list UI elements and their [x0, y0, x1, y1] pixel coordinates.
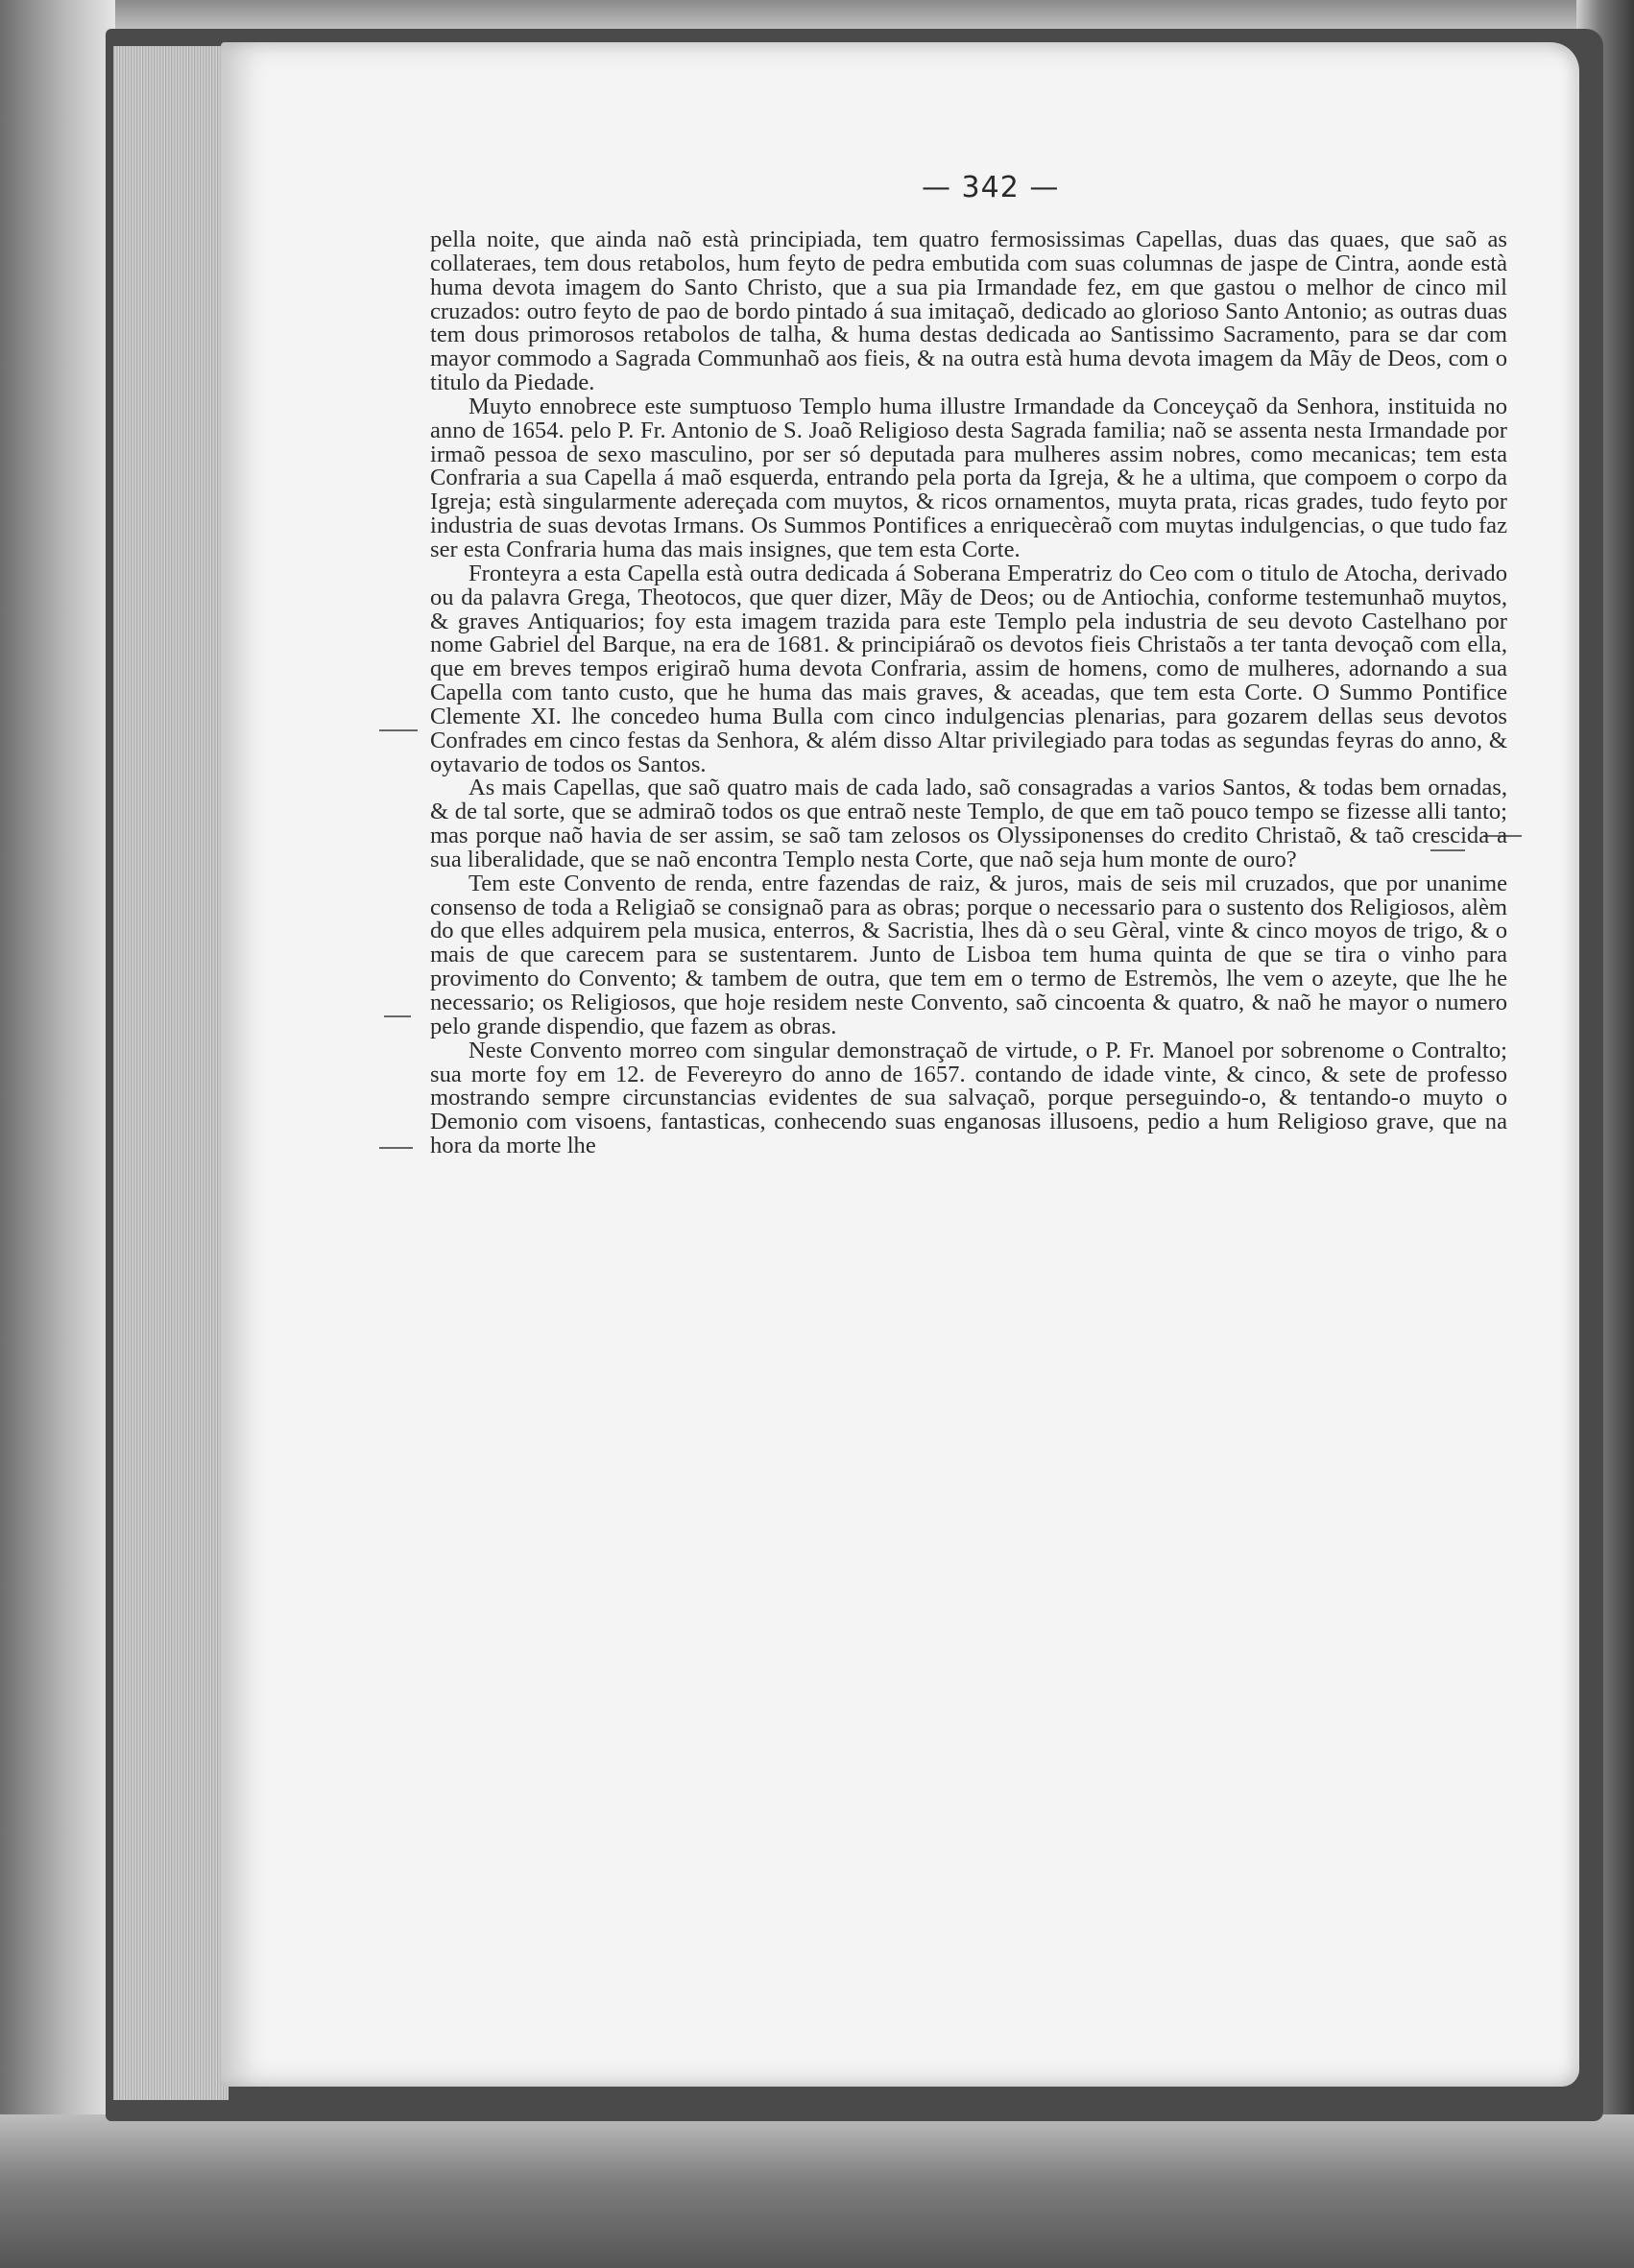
paragraph: Tem este Convento de renda, entre fazendas de raiz, & juros, mais de seis mil cruzados, que por unanime consenso de toda a Religiaõ se consignaõ para as obras; porque o necessario para o sustento dos Religiosos, alèm do que elles adquirem pela musica, enterros, & Sacristia, lhes dà o seu Gèral, vinte & cinco moyos de trigo, & o mais de que carecem para se sustentarem. Junto de Lisboa tem huma quinta de que se tira o vinho para provimento do Convento; & tambem de outra, que tem em o termo de Estremòs, lhe vem o azeyte, que lhe he necessario; os Religiosos, que hoje residem neste Convento, saõ cincoenta & quatro, & naõ he mayor o numero pelo grande dispendio, que fazem as obras.	[430, 870, 1507, 1039]
margin-mark	[379, 729, 418, 731]
paragraph: Fronteyra a esta Capella està outra dedicada á Soberana Emperatriz do Ceo com o titulo de Atocha, derivado ou da palavra Grega, Theotocos, que quer dizer, Mãy de Deos; ou de Antiochia, conforme testemunhaõ muytos, & graves Antiquarios; foy esta imagem trazida para este Templo pela industria de seu devoto Castelhano por nome Gabriel del Barque, na era de 1681. & principiáraõ os devotos fieis Christaõs a ter tanta devoçaõ com ella, que em breves tempos erigiraõ huma devota Confraria, assim de homens, como de mulheres, adornando a sua Capella com tanto custo, que he huma das mais graves, & aceadas, que tem esta Corte. O Summo Pontifice Clemente XI. lhe concedeo huma Bulla com cinco indulgencias plenarias, para gozarem dellas seus devotos Confrades em cinco festas da Senhora, & além disso Altar privilegiado para todas as segundas feyras do anno, & oytavario de todos os Santos.	[430, 560, 1507, 777]
paragraph: As mais Capellas, que saõ quatro mais de cada lado, saõ consagradas a varios Santos, & todas bem ornadas, & de tal sorte, que se admiraõ todos os que entraõ neste Templo, de que em taõ pouco tempo se fizesse alli tanto; mas porque naõ havia de ser assim, se saõ tam zelosos os Olyssiponenses do credito Christaõ, & taõ crescida a sua liberalidade, que se naõ encontra Templo nesta Corte, que naõ seja hum monte de ouro?	[430, 775, 1507, 872]
paragraph: Muyto ennobrece este sumptuoso Templo huma illustre Irmandade da Conceyçaõ da Senhora, instituida no anno de 1654. pelo P. Fr. Antonio de S. Joaõ Religioso desta Sagrada familia; naõ se assenta nesta Irmandade por irmaõ pessoa de sexo masculino, por ser só deputada para mulheres assim nobres, como mecanicas; tem esta Confraria a sua Capella á maõ esquerda, entrando pela porta da Igreja, & he a ultima, que compoem o corpo da Igreja; està singularmente adereçada com muytos, & ricos ornamentos, muyta prata, ricas grades, tudo feyto por industria de suas devotas Irmans. Os Summos Pontifices a enriquecèraõ com muytas indulgencias, o que tudo faz ser esta Confraria huma das mais insignes, que tem esta Corte.	[430, 393, 1507, 562]
margin-mark	[379, 1147, 413, 1149]
body-text	[430, 228, 1507, 1158]
page-number: — 342 —	[922, 171, 1060, 204]
paragraph: pella noite, que ainda naõ està principiada, tem quatro fermosissimas Capellas, duas das quaes, que saõ as collateraes, tem dous retabolos, hum feyto de pedra embutida com suas columnas de jaspe de Cintra, aonde està huma devota imagem do Santo Christo, que a sua pia Irmandade fez, em que gastou o melhor de cinco mil cruzados: outro feyto de pao de bordo pintado á sua imitaçaõ, dedicado ao glorioso Santo Antonio; as outras duas tem dous primorosos retabolos de talha, & huma destas dedicada ao Santissimo Sacramento, para se dar com mayor commodo a Sagrada Communhaõ aos fieis, & na outra està huma devota imagem da Mãy de Deos, com o titulo da Piedade.	[430, 227, 1507, 396]
paragraph: Neste Convento morreo com singular demonstraçaõ de virtude, o P. Fr. Manoel por sobrenome o Contralto; sua morte foy em 12. de Fevereyro do anno de 1657. contando de idade vinte, & cinco, & sete de professo mostrando sempre circunstancias evidentes de sua salvaçaõ, porque perseguindo-o, & tentando-o muyto o Demonio com visoens, fantasticas, conhecendo suas enganosas illusoens, pedio a hum Religioso grave, que na hora da morte lhe	[430, 1037, 1507, 1159]
page-edges	[113, 46, 228, 2100]
scan-border-bottom	[0, 2114, 1634, 2268]
scan-border-left	[0, 0, 115, 2268]
margin-mark	[384, 1015, 411, 1017]
